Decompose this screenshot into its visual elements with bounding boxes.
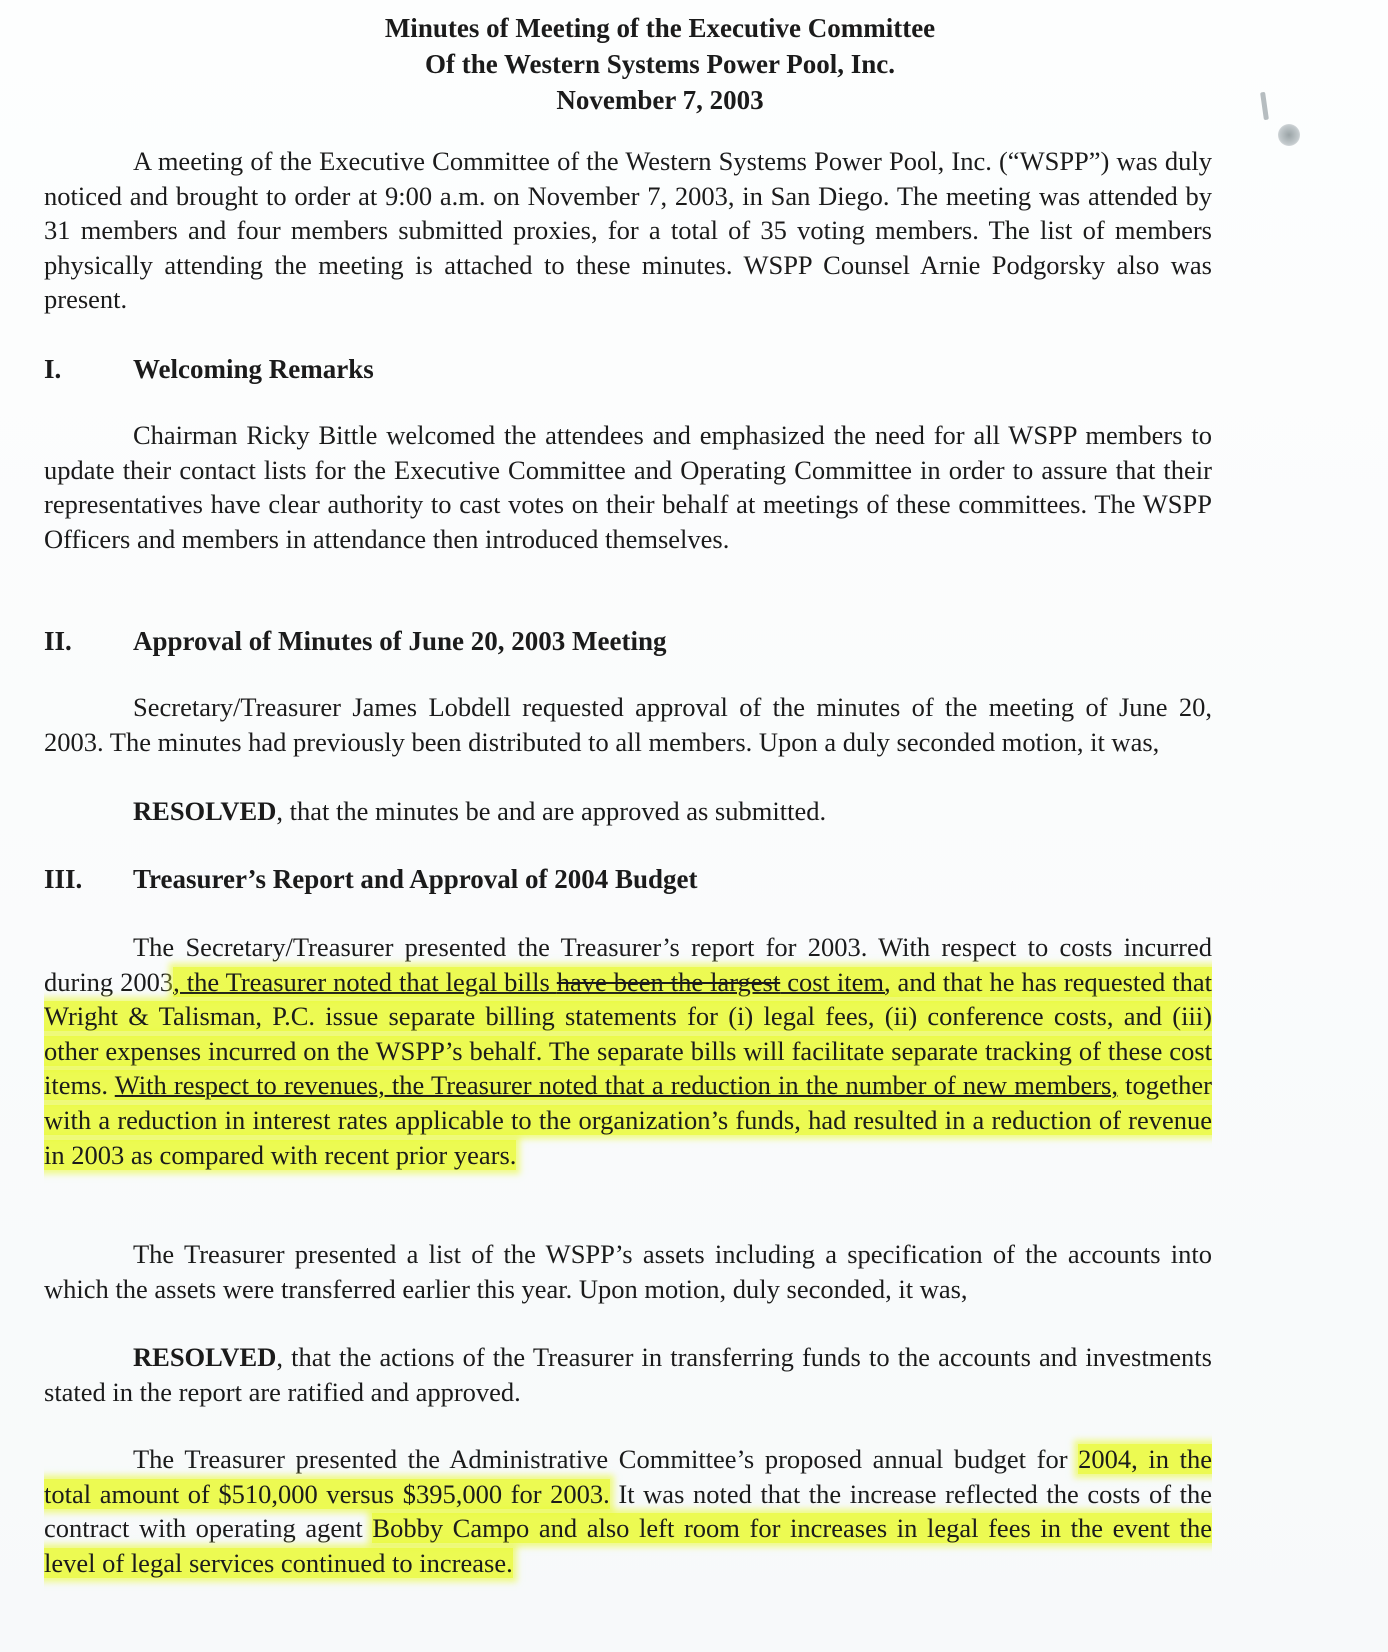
section-2-resolution — [44, 794, 1212, 829]
underline-2: With respect to revenues, the Treasurer noted that a reduction in the number of new members, — [114, 1070, 1118, 1101]
section-1-heading — [44, 352, 374, 386]
document-title — [0, 10, 1320, 118]
scan-dot — [1278, 124, 1300, 146]
title-date: November 7, 2003 — [556, 85, 764, 115]
section-1-body: Chairman Ricky Bittle welcomed the attendees and emphasized the need for all WSPP members to update their contact lists for the Executive Committee and Operating Committee in order to assure that their representatives have clear authority to cast votes on their behalf at meetings of these committees. The WSPP Officers and members in attendance then introduced themselves. — [44, 420, 1212, 554]
p1-text-e: and that he has requested that Wright & Talisman, P.C. issue separate billing statements for (i) legal fees, (ii) conference costs, and (iii) other expenses incurred on the WSPP’s behalf. The separate bills will facilitate separate tracking of these cost items. — [44, 966, 1212, 1101]
title-line-2: Of the Western Systems Power Pool, Inc. — [425, 49, 895, 79]
section-3-number: III. — [44, 864, 83, 894]
section-3-paragraph-1 — [44, 930, 1212, 1172]
section-2-heading — [44, 624, 667, 658]
section-3-resolution — [44, 1340, 1212, 1409]
p1-text-g: together with a reduction in interest rates applicable to the organization’s funds, had resulted in a reduction of revenue in 2003 as compared with recent prior years. — [44, 1070, 1213, 1170]
resolved-label: RESOLVED — [133, 796, 277, 826]
resolved-label-2: RESOLVED — [133, 1342, 277, 1372]
p1-text-a: The Secretary/Treasurer presented the Treasurer’s report for 2003. With respect to costs incurred during 2003 — [44, 932, 1212, 997]
p3-text-a: The Treasurer presented the Administrative Committee’s proposed annual budget for — [133, 1444, 1079, 1474]
highlight-3: Bobby Campo and also left room for increases in legal fees in the event the level of legal services continued to increase. — [44, 1513, 1212, 1578]
highlight-1 — [44, 967, 1212, 1170]
p1-text-d: cost item, — [780, 966, 891, 997]
section-1-number: I. — [44, 354, 62, 384]
section-3-paragraph-2: The Treasurer presented a list of the WSPP’s assets including a specification of the accounts into which the assets were transferred earlier this year. Upon motion, duly seconded, it was, — [44, 1239, 1212, 1304]
section-3-title: Treasurer’s Report and Approval of 2004 Budget — [133, 864, 698, 894]
section-2-number: II. — [44, 626, 72, 656]
section-3-heading — [44, 862, 698, 896]
underline-1 — [173, 967, 890, 997]
strikethrough-text: have been the largest — [556, 966, 781, 997]
section-3-paragraph-3 — [44, 1442, 1212, 1580]
highlight-2: 2004, in the total amount of $510,000 versus $395,000 for 2003. — [44, 1444, 1212, 1509]
p1-text-b: , the Treasurer noted that legal bills — [173, 966, 557, 997]
section-2-body: Secretary/Treasurer James Lobdell requested approval of the minutes of the meeting of June 20, 2003. The minutes had previously been distributed to all members. Upon a duly seconded motion, it was, — [44, 692, 1212, 757]
p3-text-c: It was noted that the increase reflected the costs of the contract with operating agent — [44, 1478, 1212, 1544]
title-line-1: Minutes of Meeting of the Executive Committee — [384, 13, 936, 43]
resolved-text: , that the minutes be and are approved as submitted. — [276, 796, 827, 826]
section-2-title: Approval of Minutes of June 20, 2003 Meeting — [133, 626, 667, 656]
intro-paragraph: A meeting of the Executive Committee of the Western Systems Power Pool, Inc. (“WSPP”) was duly noticed and brought to order at 9:00 a.m. on November 7, 2003, in San Diego. The meeting was attended by 31 members and four members submitted proxies, for a total of 35 voting members. The list of members physically attending the meeting is attached to these minutes. WSPP Counsel Arnie Podgorsky also was present. — [44, 146, 1212, 315]
section-1-title: Welcoming Remarks — [133, 354, 374, 384]
resolved-text-2: , that the actions of the Treasurer in transferring funds to the accounts and investments stated in the report are ratified and approved. — [44, 1342, 1212, 1407]
